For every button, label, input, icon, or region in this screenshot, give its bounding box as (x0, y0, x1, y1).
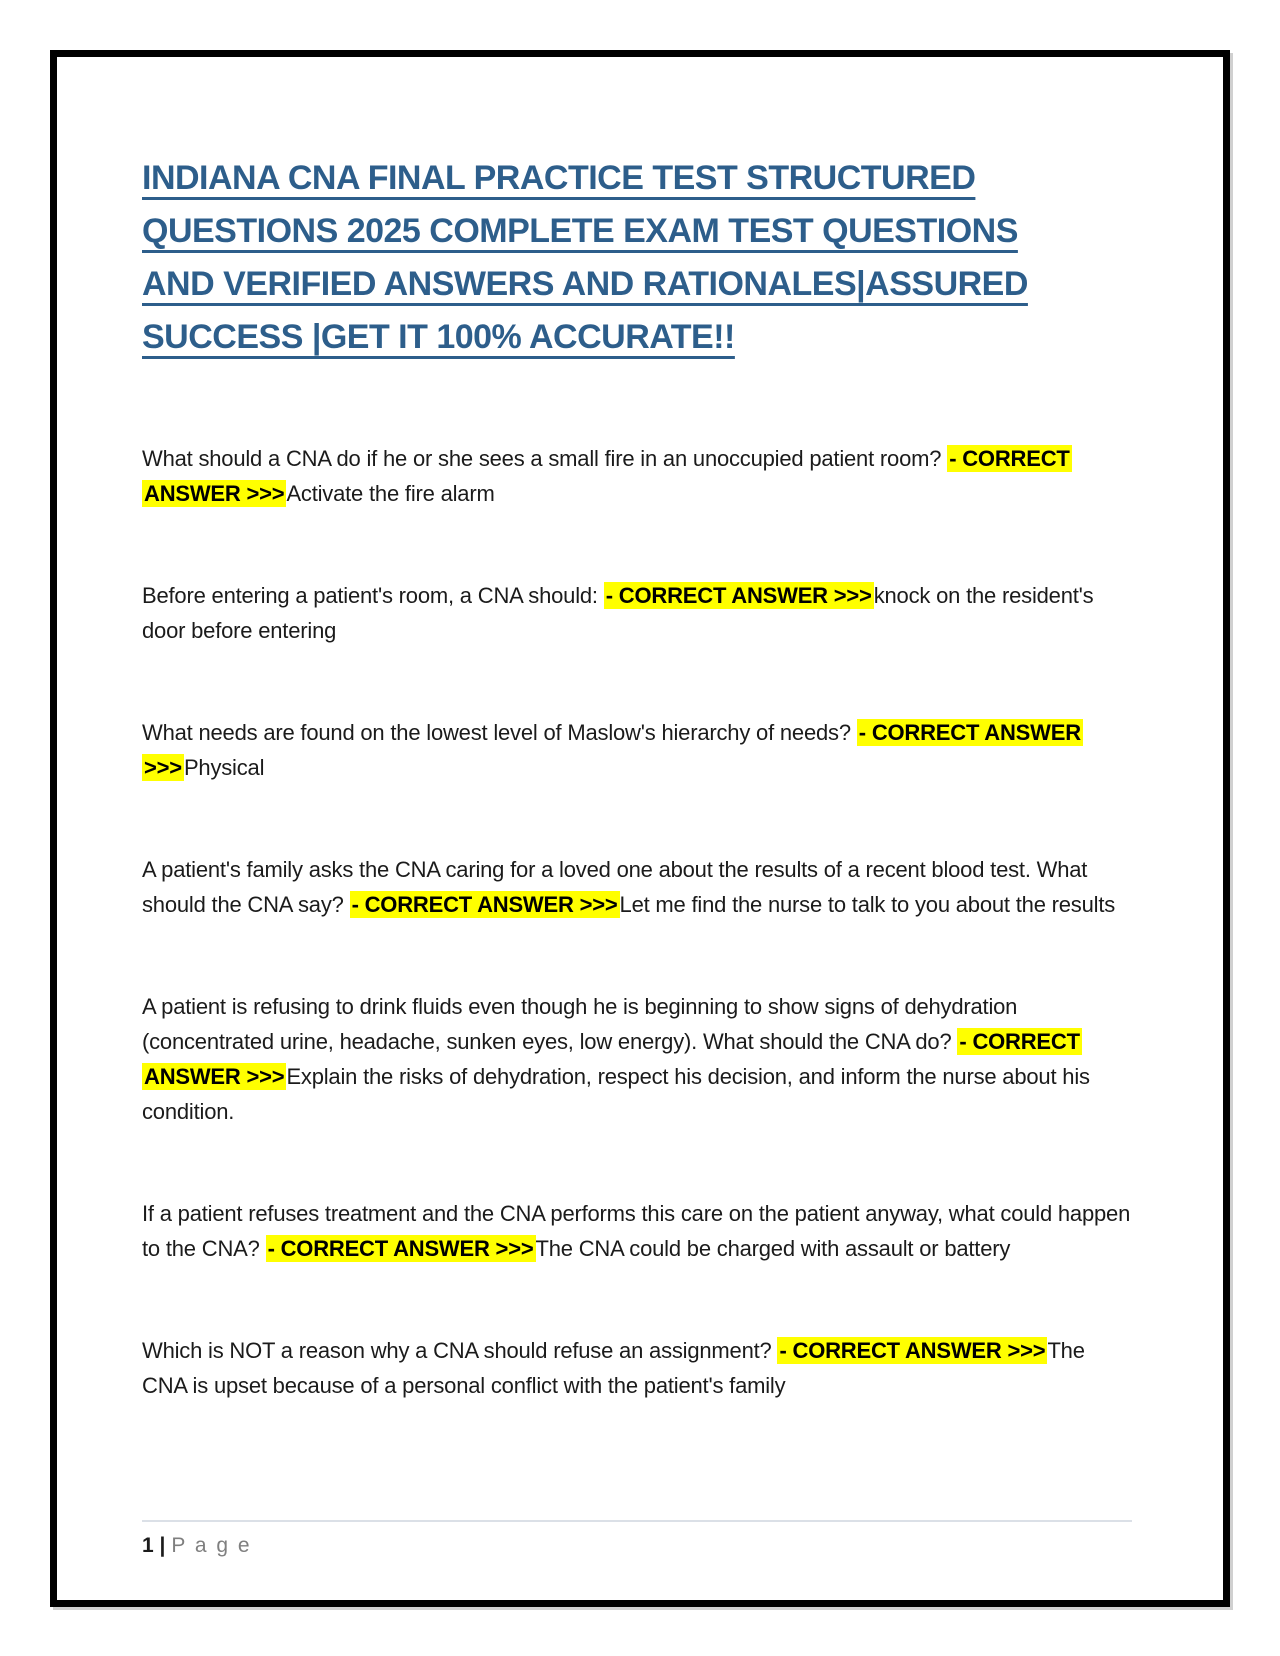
correct-answer-marker: - CORRECT ANSWER >>> (779, 1338, 1046, 1363)
question-text: What should a CNA do if he or she sees a small fire in an unoccupied patient room? (142, 446, 948, 471)
qa-paragraph (142, 989, 1132, 1129)
correct-answer-marker: - CORRECT ANSWER >>> (351, 892, 618, 917)
qa-paragraph (142, 441, 1132, 511)
answer-text: Physical (183, 755, 265, 780)
question-text: A patient's family asks the CNA caring for a loved one about the results of a recent blood test. What should the CNA say? (142, 857, 1088, 917)
qa-paragraph (142, 578, 1132, 648)
correct-answer-marker: - CORRECT ANSWER >>> (144, 1029, 1080, 1089)
page-footer (142, 1520, 1132, 1558)
qa-paragraph (142, 1333, 1132, 1403)
title-line-1: INDIANA CNA FINAL PRACTICE TEST STRUCTURED (142, 159, 976, 197)
answer-text: Explain the risks of dehydration, respect his decision, and inform the nurse about his condition. (142, 1064, 1090, 1124)
qa-paragraph (142, 852, 1132, 922)
title-line-2: QUESTIONS 2025 COMPLETE EXAM TEST QUESTIONS (142, 212, 1018, 250)
correct-answer-marker: - CORRECT ANSWER >>> (144, 720, 1081, 780)
qa-paragraph (142, 1196, 1132, 1266)
answer-text: The CNA could be charged with assault or battery (535, 1236, 1011, 1261)
answer-text: The CNA is upset because of a personal conflict with the patient's family (142, 1338, 1085, 1398)
title-line-4: SUCCESS |GET IT 100% ACCURATE!! (142, 318, 735, 356)
question-text: Before entering a patient's room, a CNA should: (142, 583, 604, 608)
correct-answer-marker: - CORRECT ANSWER >>> (144, 446, 1070, 506)
correct-answer-marker: - CORRECT ANSWER >>> (605, 583, 872, 608)
qa-paragraph (142, 715, 1132, 785)
question-text: What needs are found on the lowest level of Maslow's hierarchy of needs? (142, 720, 857, 745)
question-text: Which is NOT a reason why a CNA should refuse an assignment? (142, 1338, 778, 1363)
question-text: A patient is refusing to drink fluids even though he is beginning to show signs of dehydration (concentrated urine, headache, sunken eyes, low energy). What should the CNA do? (142, 994, 1018, 1054)
title-line-3: AND VERIFIED ANSWERS AND RATIONALES|ASSURED (142, 265, 1028, 303)
page-border-frame (50, 50, 1230, 1607)
page-content (57, 57, 1223, 1403)
answer-text: Activate the fire alarm (286, 481, 495, 506)
qa-section (142, 441, 1132, 1403)
footer-page-label: P a g e (171, 1534, 252, 1557)
question-text: If a patient refuses treatment and the CNA performs this care on the patient anyway, what could happen to the CNA? (142, 1201, 1131, 1261)
answer-text: knock on the resident's door before entering (142, 583, 1094, 643)
correct-answer-marker: - CORRECT ANSWER >>> (267, 1236, 534, 1261)
footer-page-number: 1 | (142, 1534, 166, 1557)
page-title (142, 152, 1132, 364)
answer-text: Let me find the nurse to talk to you about the results (619, 892, 1116, 917)
